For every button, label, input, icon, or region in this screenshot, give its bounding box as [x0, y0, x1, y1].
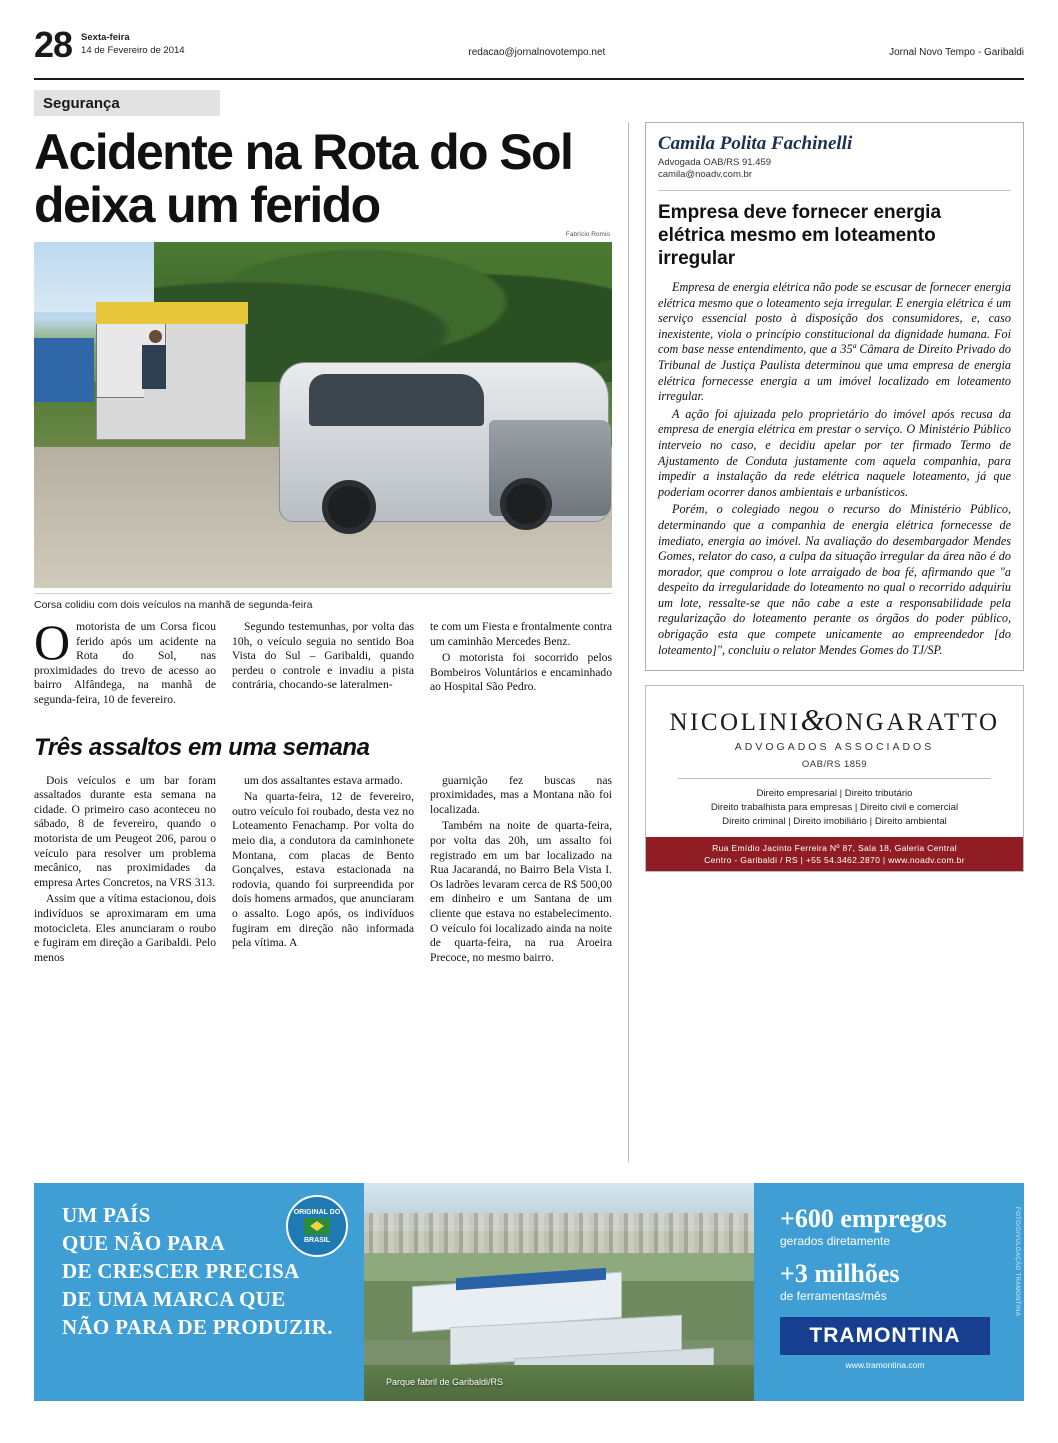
ampersand-glyph: & — [800, 702, 825, 738]
photo-person-body — [142, 345, 166, 389]
factory-photo — [364, 1183, 754, 1401]
stat-tools-value: +3 milhões — [780, 1259, 900, 1288]
law-firm-contact — [646, 837, 1023, 871]
divider — [658, 190, 1011, 191]
article-paragraph: um dos assaltantes estava armado. — [244, 773, 403, 787]
article-column-1 — [34, 614, 216, 708]
article-paragraph — [34, 614, 216, 708]
legal-column-box — [645, 122, 1024, 671]
sub-column-1 — [34, 774, 216, 966]
section-label: Segurança — [43, 94, 120, 112]
photo-car-window — [309, 374, 484, 426]
law-firm-name-left: NICOLINI — [669, 709, 801, 737]
ad-slogan-panel — [34, 1183, 364, 1401]
article-paragraph: Segundo testemunhas, por volta das 10h, o veículo seguia no sentido Boa Vista do Sul – Garibaldi, quando perdeu o controle e invadiu a pista contrária, chocando-se lateralmen- — [232, 620, 414, 692]
photo-person — [142, 330, 168, 426]
article-paragraph: Dois veículos e um bar foram assaltados durante esta semana na cidade. O primeiro caso aconteceu no sábado, 8 de fevereiro, quando o motorista de um Peugeot 206, parou o veículo para resolver um problema mecânico, nas proximidades da empresa Artes Concretos, na VRS 313. — [34, 773, 216, 889]
law-firm-services — [656, 787, 1013, 829]
sub-column-2 — [232, 774, 414, 966]
issue-date — [81, 28, 185, 57]
contact-phone-web: Centro - Garibaldi / RS | +55 54.3462.2870 | www.noadv.com.br — [704, 855, 965, 866]
photo-person-legs — [144, 389, 166, 425]
slogan-line: QUE NÃO PARA — [62, 1231, 226, 1255]
column-paragraph: Empresa de energia elétrica não pode se escusar de fornecer energia elétrica mesmo que o loteamento seja irregular. E energia elétrica é um serviço essencial posto à disposição dos consumidores, e, caso inexistente, viola o princípio constitucional da dignidade humana. Foi com base nesse entendimento, que a 35ª Câmara de Direito Privado do Tribunal de Justiça Paulista determinou que uma empresa de energia elétrica fornecesse energia a um imóvel localizado em loteamento irregular. — [658, 280, 1011, 404]
accident-photo — [34, 242, 612, 588]
main-article-body — [34, 614, 612, 708]
tramontina-logo: TRAMONTINA — [780, 1317, 990, 1355]
date-label: 14 de Fevereiro de 2014 — [81, 45, 185, 56]
photo-credit: Fabrício Romio — [565, 231, 610, 238]
editorial-email: redacao@jornalnovotempo.net — [468, 47, 606, 58]
tramontina-url[interactable]: www.tramontina.com — [845, 1360, 925, 1370]
weekday-label: Sexta-feira — [81, 32, 130, 43]
article-paragraph: Assim que a vítima estacionou, dois indivíduos se aproximaram em uma motocicleta. Eles anunciaram o roubo e fugiram em direção a Garibaldi. Pelo menos — [34, 892, 216, 964]
photo-car-wheel-front — [500, 478, 552, 530]
law-firm-name-right: ONGARATTO — [824, 709, 1000, 737]
column-author-registration: Advogada OAB/RS 91.459 — [658, 157, 772, 168]
newspaper-name: Jornal Novo Tempo - Garibaldi — [889, 47, 1024, 58]
tramontina-ad[interactable] — [34, 1183, 1024, 1401]
page-number: 28 — [34, 24, 73, 65]
column-paragraph: A ação foi ajuizada pelo proprietário do imóvel após recusa da empresa de energia elétrica em prestar o serviço. O Ministério Público interveio no caso, e decidiu apelar por ter firmado Termo de Ajustamento de Conduta justamente com aquela companhia, para impedir a instalação da rede elétrica naquele loteamento, já que poderiam ocorrer danos ambientais e urbanísticos. — [658, 406, 1011, 499]
photo-blue-object — [34, 338, 94, 402]
stat-jobs-label: gerados diretamente — [780, 1234, 891, 1248]
sub-column-3 — [430, 774, 612, 966]
law-firm-subtitle: ADVOGADOS ASSOCIADOS — [734, 741, 935, 754]
left-column — [34, 122, 628, 1162]
factory-photo-caption: Parque fabril de Garibaldi/RS — [386, 1377, 504, 1387]
photo-car-wheel-rear — [322, 480, 376, 534]
divider — [678, 778, 991, 779]
secondary-headline: Três assaltos em uma semana — [34, 733, 370, 761]
page-title: Acidente na Rota do Sol deixa um ferido — [34, 124, 573, 233]
article-column-2 — [232, 620, 414, 708]
article-paragraph: Na quarta-feira, 12 de fevereiro, outro veículo foi roubado, desta vez no Loteamento Fenachamp. Por volta do meio dia, a condutora da caminhonete Montana, com placas de Bento Gonçalves, estava estacionada na rodovia, quando foi surpreendida por dois homens armados, que anunciaram o assalto. Logo após, os indivíduos fugiram em direção não informada pela vítima. A — [232, 790, 414, 950]
slogan-line: NÃO PARA DE PRODUZIR. — [62, 1315, 333, 1339]
dropcap: O — [34, 614, 71, 670]
article-paragraph: Também na noite de quarta-feira, por volta das 20h, um assalto foi registrado em um bar localizado na Rua Jacarandá, no Bairro Bela Vista I. Os ladrões levaram cerca de R$ 500,00 em dinheiro e um Santana de um cliente que estava no estabelecimento. O veículo foi localizado ainda na noite de quarta-feira, na rua Aroeira Precoce, no mesmo bairro. — [430, 819, 612, 964]
ad-stats-panel — [754, 1183, 1024, 1401]
column-title: Empresa deve fornecer energia elétrica mesmo em loteamento irregular — [658, 202, 942, 269]
contact-address: Rua Emídio Jacinto Ferreira Nº 87, Sala 18, Galeria Central — [712, 843, 957, 854]
slogan-line: DE CRESCER PRECISA — [62, 1259, 300, 1283]
stat-tools-label: de ferramentas/mês — [780, 1289, 887, 1303]
photo-truck-top — [96, 302, 248, 324]
original-do-brasil-seal-icon — [286, 1195, 348, 1257]
main-photo-wrapper — [34, 231, 612, 611]
photo-caption: Corsa colidiu com dois veículos na manhã de segunda-feira — [34, 593, 612, 611]
law-firm-ad-inner — [646, 686, 1023, 837]
service-line: Direito empresarial | Direito tributário — [756, 788, 913, 800]
secondary-article-body — [34, 774, 612, 966]
article-paragraph: O motorista foi socorrido pelos Bombeiros Voluntários e encaminhado ao Hospital São Pedro. — [430, 651, 612, 694]
banner-photo-credit: FOTO/DIVULGAÇÃO TRAMONTINA — [1014, 1207, 1020, 1317]
column-paragraph: Porém, o colegiado negou o recurso do Ministério Público, determinando que a companhia de energia elétrica fornecesse de imediato, energia ao imóvel. Na avaliação do desembargador Mendes Gomes, relator do caso, a culpa da situação irregular da área não é do morador, que comprou o lote arraigado de boa fé, afirmando que "a despeito da irregularidade do loteamento no qual o recorrido adquiriu um lote, ressalte-se que não cabe a este a responsabilidade pela regularização do loteamento perante os órgãos do poder público, obrigação esta que compete unicamente ao empreendedor [do loteamento]", concluiu o relator Mendes Gomes do TJ/SP. — [658, 502, 1011, 657]
seal-bottom-text: BRASIL — [303, 1236, 331, 1244]
factory-photo-town — [364, 1213, 754, 1253]
slogan-line: UM PAÍS — [62, 1203, 151, 1227]
page-content — [34, 122, 1024, 1162]
column-author-email: camila@noadv.com.br — [658, 169, 752, 180]
masthead — [34, 24, 1024, 80]
article-column-3 — [430, 620, 612, 708]
section-tag — [34, 90, 220, 116]
brazil-flag-icon — [304, 1218, 330, 1235]
service-line: Direito trabalhista para empresas | Direito civil e comercial — [710, 802, 959, 814]
photo-person-head — [149, 330, 162, 343]
law-firm-name — [656, 702, 1013, 738]
stat-jobs-value: +600 empregos — [780, 1204, 947, 1233]
slogan-line: DE UMA MARCA QUE — [62, 1287, 286, 1311]
seal-top-text: ORIGINAL DO — [293, 1208, 341, 1216]
law-firm-oab: OAB/RS 1859 — [801, 759, 868, 771]
article-paragraph: guarnição fez buscas nas proximidades, mas a Montana não foi localizada. — [430, 773, 612, 816]
law-firm-ad[interactable] — [645, 685, 1024, 872]
right-column — [628, 122, 1024, 1162]
column-author-name: Camila Polita Fachinelli — [658, 133, 853, 154]
column-body — [658, 280, 1011, 658]
article-paragraph: te com um Fiesta e frontalmente contra um caminhão Mercedes Benz. — [430, 620, 612, 648]
service-line: Direito criminal | Direito imobiliário | Direito ambiental — [722, 816, 947, 828]
article-text: motorista de um Corsa ficou ferido após um acidente na Rota do Sol, nas proximidades do trevo de acesso ao bairro Alfândega, na manhã de segunda-feira, 10 de fevereiro. — [34, 620, 216, 706]
